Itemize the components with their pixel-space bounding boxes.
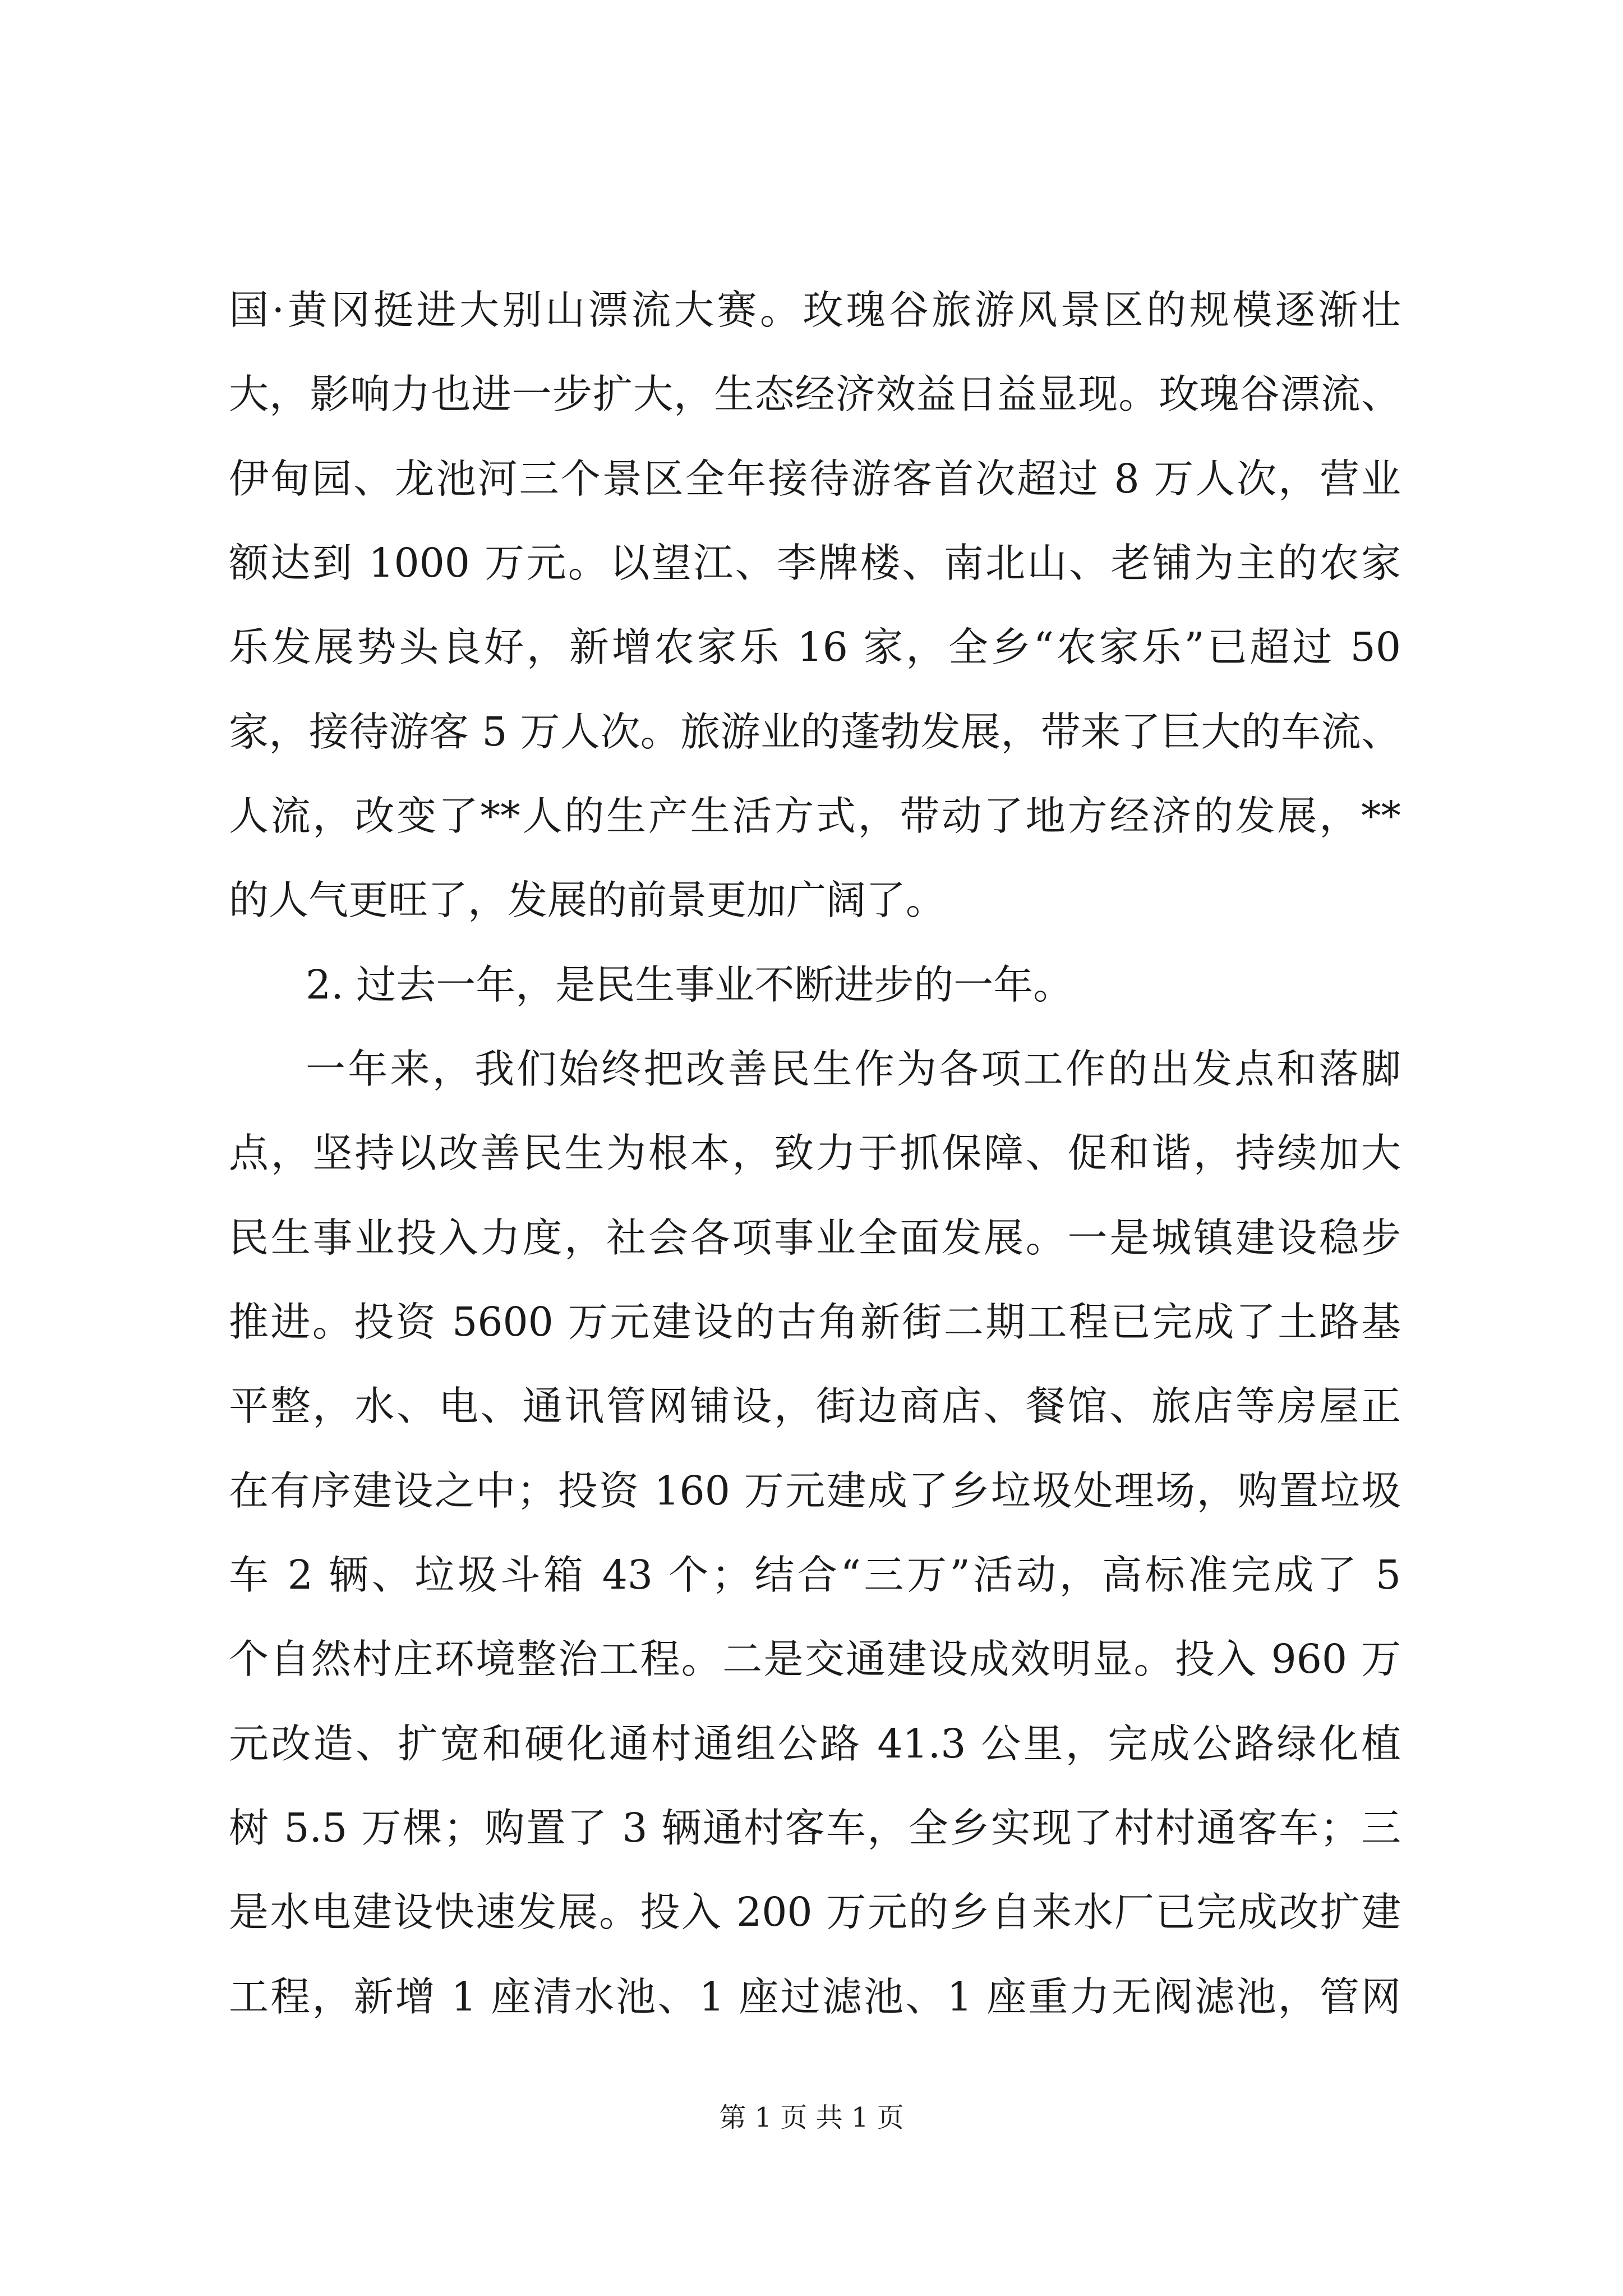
- body-text-line: 点，坚持以改善民生为根本，致力于抓保障、促和谐，持续加大: [229, 1130, 1401, 1176]
- body-text-line: 一年来，我们始终把改善民生作为各项工作的出发点和落脚: [306, 1046, 1401, 1092]
- body-text-line: 国·黄冈挺进大别山漂流大赛。玫瑰谷旅游风景区的规模逐渐壮: [229, 287, 1401, 333]
- body-text-line: 推进。投资 5600 万元建设的古角新街二期工程已完成了土路基: [229, 1299, 1401, 1345]
- page-footer: 第 1 页 共 1 页: [719, 2102, 904, 2133]
- body-text-line: 大，影响力也进一步扩大，生态经济效益日益显现。玫瑰谷漂流、: [229, 371, 1401, 417]
- section-heading: 2. 过去一年，是民生事业不断进步的一年。: [306, 961, 1073, 1008]
- body-text-line: 个自然村庄环境整治工程。二是交通建设成效明显。投入 960 万: [229, 1636, 1401, 1682]
- body-text-line: 元改造、扩宽和硬化通村通组公路 41.3 公里，完成公路绿化植: [229, 1720, 1401, 1767]
- body-text-line: 家，接待游客 5 万人次。旅游业的蓬勃发展，带来了巨大的车流、: [229, 708, 1401, 755]
- body-text-line: 树 5.5 万棵；购置了 3 辆通村客车，全乡实现了村村通客车；三: [229, 1805, 1401, 1851]
- body-text-line: 伊甸园、龙池河三个景区全年接待游客首次超过 8 万人次，营业: [229, 455, 1401, 502]
- body-text-line: 额达到 1000 万元。以望江、李牌楼、南北山、老铺为主的农家: [229, 540, 1401, 586]
- body-text-line: 车 2 辆、垃圾斗箱 43 个；结合“三万”活动，高标准完成了 5: [229, 1552, 1401, 1598]
- body-text-line: 乐发展势头良好，新增农家乐 16 家，全乡“农家乐”已超过 50: [229, 624, 1401, 670]
- body-text-line: 工程，新增 1 座清水池、1 座过滤池、1 座重力无阀滤池，管网: [229, 1973, 1401, 2020]
- body-text-line: 在有序建设之中；投资 160 万元建成了乡垃圾处理场，购置垃圾: [229, 1467, 1401, 1514]
- body-text-line: 是水电建设快速发展。投入 200 万元的乡自来水厂已完成改扩建: [229, 1889, 1401, 1935]
- body-text-line: 人流，改变了**人的生产生活方式，带动了地方经济的发展，**: [229, 793, 1401, 839]
- body-text-line: 的人气更旺了，发展的前景更加广阔了。: [229, 877, 946, 923]
- body-text-line: 平整，水、电、通讯管网铺设，街边商店、餐馆、旅店等房屋正: [229, 1383, 1401, 1429]
- body-text-line: 民生事业投入力度，社会各项事业全面发展。一是城镇建设稳步: [229, 1214, 1401, 1261]
